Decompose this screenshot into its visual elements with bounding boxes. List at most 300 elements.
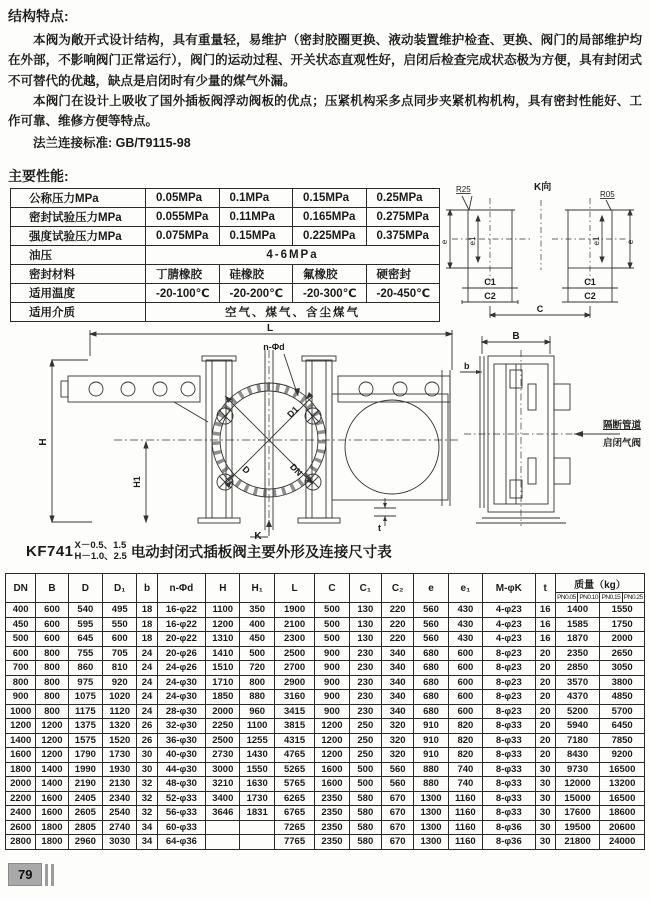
dim-c1-left: C1 bbox=[484, 277, 496, 287]
dim-cell: 600 bbox=[448, 675, 482, 690]
dim-cell: 19500 bbox=[555, 820, 599, 835]
dim-cell: 20 bbox=[535, 646, 555, 661]
dim-cell: 3210 bbox=[206, 777, 240, 792]
dim-cell: 2800 bbox=[6, 835, 36, 850]
dim-cell: 500 bbox=[315, 617, 349, 632]
dim-cell: 2300 bbox=[274, 632, 314, 647]
dim-cell: 900 bbox=[6, 690, 36, 705]
dim-cell: 430 bbox=[448, 632, 482, 647]
dim-row bbox=[6, 733, 645, 748]
dim-cell: 910 bbox=[414, 719, 448, 734]
col-header: e₁ bbox=[448, 574, 482, 603]
dim-cell: 34 bbox=[137, 820, 157, 835]
dim-cell: 2730 bbox=[206, 748, 240, 763]
performance-row-label: 公称压力MPa bbox=[11, 189, 146, 208]
performance-value: 0.165MPa bbox=[293, 208, 367, 227]
dim-cell: 2130 bbox=[103, 777, 137, 792]
dim-cell: 600 bbox=[36, 603, 68, 618]
dim-cell: 1075 bbox=[68, 690, 102, 705]
dim-cell: 1831 bbox=[240, 806, 274, 821]
dim-row bbox=[6, 632, 645, 647]
dim-cell: 2500 bbox=[274, 646, 314, 661]
dim-cell: 30 bbox=[535, 791, 555, 806]
dim-cell: 645 bbox=[68, 632, 102, 647]
dim-cell: 920 bbox=[103, 675, 137, 690]
dim-cell: 2350 bbox=[315, 820, 349, 835]
performance-row bbox=[11, 284, 440, 303]
structure-features-heading: 结构特点: bbox=[8, 8, 69, 24]
dim-cell: 30 bbox=[535, 777, 555, 792]
dim-cell: 2190 bbox=[68, 777, 102, 792]
dim-cell: 4370 bbox=[555, 690, 599, 705]
dim-cell: 580 bbox=[349, 806, 381, 821]
performance-table bbox=[10, 188, 440, 322]
dim-cell: 2500 bbox=[206, 733, 240, 748]
col-header: C bbox=[315, 574, 349, 603]
dim-row bbox=[6, 617, 645, 632]
dim-cell: 26 bbox=[137, 719, 157, 734]
dim-cell: 2350 bbox=[315, 835, 349, 850]
dim-cell: 8-φ23 bbox=[483, 661, 536, 676]
dim-cell: 18 bbox=[137, 617, 157, 632]
dim-cell: 5940 bbox=[555, 719, 599, 734]
dim-row bbox=[6, 835, 645, 850]
dim-cell: 16 bbox=[535, 632, 555, 647]
dim-cell: 220 bbox=[381, 632, 413, 647]
dim-cell: 1300 bbox=[414, 820, 448, 835]
dim-cell: 1800 bbox=[6, 762, 36, 777]
performance-value: 空气、煤气、含尘煤气 bbox=[146, 303, 440, 322]
dim-cell: 800 bbox=[36, 690, 68, 705]
dim-cell: 16500 bbox=[600, 791, 645, 806]
dim-row bbox=[6, 603, 645, 618]
dim-cell: 24 bbox=[137, 675, 157, 690]
dim-cell: 550 bbox=[103, 617, 137, 632]
performance-value: 0.15MPa bbox=[219, 227, 293, 246]
dim-table-body bbox=[6, 603, 645, 850]
performance-row-label: 密封材料 bbox=[11, 265, 146, 284]
dim-cell: 3160 bbox=[274, 690, 314, 705]
model-variant-bottom: H－1.0、2.5 bbox=[74, 550, 127, 562]
dim-cell: 8-φ33 bbox=[483, 791, 536, 806]
dim-cell: 340 bbox=[381, 646, 413, 661]
dim-row bbox=[6, 646, 645, 661]
dim-cell: 2100 bbox=[274, 617, 314, 632]
dim-cell: 720 bbox=[240, 661, 274, 676]
dim-cell: 600 bbox=[36, 632, 68, 647]
performance-value: 0.11MPa bbox=[219, 208, 293, 227]
dim-cell: 1710 bbox=[206, 675, 240, 690]
dim-cell: 1550 bbox=[600, 603, 645, 618]
dim-cell: 2405 bbox=[68, 791, 102, 806]
dim-cell: 880 bbox=[414, 777, 448, 792]
dim-cell: 30 bbox=[137, 748, 157, 763]
dim-cell: 1300 bbox=[414, 791, 448, 806]
dim-cell: 1255 bbox=[240, 733, 274, 748]
dim-cell: 4850 bbox=[600, 690, 645, 705]
dim-cell: 24 bbox=[137, 704, 157, 719]
dim-cell: 5765 bbox=[274, 777, 314, 792]
dim-cell: 8-φ36 bbox=[483, 820, 536, 835]
dim-cell: 32 bbox=[137, 791, 157, 806]
dimension-table bbox=[5, 573, 645, 850]
dim-cell: 220 bbox=[381, 603, 413, 618]
dim-cell: 560 bbox=[381, 777, 413, 792]
dim-cell: 580 bbox=[349, 835, 381, 850]
performance-value: -20-200℃ bbox=[219, 284, 293, 303]
dim-cell: 2000 bbox=[600, 632, 645, 647]
dim-cell: 820 bbox=[448, 748, 482, 763]
col-header: B bbox=[36, 574, 68, 603]
dim-cell: 500 bbox=[349, 777, 381, 792]
dim-cell: 800 bbox=[36, 646, 68, 661]
col-header: t bbox=[535, 574, 555, 603]
dim-cell: 1575 bbox=[68, 733, 102, 748]
dim-cell: 3030 bbox=[103, 835, 137, 850]
dim-cell: 600 bbox=[448, 646, 482, 661]
dim-cell: 8-φ33 bbox=[483, 748, 536, 763]
performance-row-label: 强度试验压力MPa bbox=[11, 227, 146, 246]
dim-cell: 2250 bbox=[206, 719, 240, 734]
dim-cell: 230 bbox=[349, 704, 381, 719]
dim-cell: 230 bbox=[349, 646, 381, 661]
col-header: DN bbox=[6, 574, 36, 603]
structure-features-section bbox=[8, 6, 642, 154]
dim-cell: 7265 bbox=[274, 820, 314, 835]
dim-cell: 4-φ23 bbox=[483, 603, 536, 618]
dim-cell: 13200 bbox=[600, 777, 645, 792]
dim-cell: 560 bbox=[414, 617, 448, 632]
dim-cell: 680 bbox=[414, 646, 448, 661]
dim-cell: 6765 bbox=[274, 806, 314, 821]
flange-standard: 法兰连接标准: GB/T9115-98 bbox=[33, 136, 191, 151]
dim-cell: 1175 bbox=[68, 704, 102, 719]
dim-cell: 20 bbox=[535, 661, 555, 676]
dim-cell: 40-φ30 bbox=[157, 748, 206, 763]
dim-cell: 1600 bbox=[315, 777, 349, 792]
dim-cell: 670 bbox=[381, 806, 413, 821]
dim-cell: 8-φ33 bbox=[483, 733, 536, 748]
dim-cell: 1800 bbox=[36, 835, 68, 850]
dim-cell: 44-φ30 bbox=[157, 762, 206, 777]
performance-row-label: 油压 bbox=[11, 246, 146, 265]
dim-cell: 8-φ23 bbox=[483, 690, 536, 705]
dim-cell: 1550 bbox=[240, 762, 274, 777]
dim-cell: 1600 bbox=[6, 748, 36, 763]
dim-cell: 680 bbox=[414, 690, 448, 705]
dim-cell: 8-φ33 bbox=[483, 806, 536, 821]
dim-cell: 250 bbox=[349, 748, 381, 763]
dim-cell bbox=[206, 835, 240, 850]
dim-H: H bbox=[38, 438, 49, 446]
mass-subheader: PN0.10 bbox=[579, 594, 599, 601]
dim-cell: 500 bbox=[349, 762, 381, 777]
dim-cell: 18600 bbox=[600, 806, 645, 821]
dim-cell: 3050 bbox=[600, 661, 645, 676]
performance-row-label: 密封试验压力MPa bbox=[11, 208, 146, 227]
performance-table-body bbox=[11, 189, 440, 322]
dim-c1-right: C1 bbox=[584, 277, 596, 287]
dim-row bbox=[6, 675, 645, 690]
mass-header: 质量（kg） bbox=[555, 574, 644, 593]
dim-cell: 2805 bbox=[68, 820, 102, 835]
dim-cell: 3570 bbox=[555, 675, 599, 690]
front-view-drawing bbox=[22, 320, 460, 540]
dim-L: L bbox=[266, 323, 274, 334]
dim-cell: 320 bbox=[381, 733, 413, 748]
dim-cell: 24 bbox=[137, 646, 157, 661]
dim-cell: 600 bbox=[448, 704, 482, 719]
col-header: C₁ bbox=[349, 574, 381, 603]
col-header: e bbox=[414, 574, 448, 603]
dim-cell: 30 bbox=[535, 820, 555, 835]
performance-value: 0.1MPa bbox=[219, 189, 293, 208]
dim-cell: 24-φ26 bbox=[157, 661, 206, 676]
dim-table-title-text: 电动封闭式插板阀主要外形及连接尺寸表 bbox=[130, 545, 392, 562]
dim-cell: 2740 bbox=[103, 820, 137, 835]
dim-cell: 1400 bbox=[36, 777, 68, 792]
dim-cell: 975 bbox=[68, 675, 102, 690]
dim-cell: 1200 bbox=[36, 733, 68, 748]
dim-cell: 20 bbox=[535, 719, 555, 734]
dim-cell: 9200 bbox=[600, 748, 645, 763]
dim-cell: 32 bbox=[137, 806, 157, 821]
dim-cell: 24-φ30 bbox=[157, 690, 206, 705]
dim-cell: 680 bbox=[414, 661, 448, 676]
footer-bar bbox=[51, 864, 54, 886]
performance-row bbox=[11, 208, 440, 227]
dim-b: b bbox=[464, 361, 470, 371]
dim-c: C bbox=[536, 304, 544, 314]
dim-cell: 1160 bbox=[448, 820, 482, 835]
dim-cell: 2540 bbox=[103, 806, 137, 821]
dim-row bbox=[6, 762, 645, 777]
dim-cell: 16-φ22 bbox=[157, 603, 206, 618]
dim-cell: 340 bbox=[381, 675, 413, 690]
dim-cell: 7180 bbox=[555, 733, 599, 748]
dim-D1: D1 bbox=[285, 404, 301, 420]
dim-cell: 820 bbox=[448, 733, 482, 748]
dim-c2-right: C2 bbox=[584, 291, 596, 301]
performance-value: 0.25MPa bbox=[366, 189, 440, 208]
dim-row bbox=[6, 719, 645, 734]
dim-cell: 30 bbox=[137, 762, 157, 777]
dim-cell: 600 bbox=[6, 646, 36, 661]
dim-cell: 16500 bbox=[600, 762, 645, 777]
dim-cell: 2700 bbox=[274, 661, 314, 676]
dim-row bbox=[6, 704, 645, 719]
dim-cell: 8-φ33 bbox=[483, 777, 536, 792]
performance-row bbox=[11, 303, 440, 322]
dim-row bbox=[6, 748, 645, 763]
col-header: H₁ bbox=[240, 574, 274, 603]
dim-cell: 8-φ33 bbox=[483, 762, 536, 777]
performance-value: -20-450℃ bbox=[366, 284, 440, 303]
dim-e-left: e bbox=[440, 239, 449, 245]
dim-cell: 670 bbox=[381, 791, 413, 806]
dim-cell: 28-φ30 bbox=[157, 704, 206, 719]
performance-row bbox=[11, 227, 440, 246]
dim-cell: 20-φ26 bbox=[157, 646, 206, 661]
dim-row bbox=[6, 690, 645, 705]
dim-cell: 1430 bbox=[240, 748, 274, 763]
dim-cell: 900 bbox=[315, 675, 349, 690]
dim-cell bbox=[206, 820, 240, 835]
dim-row bbox=[6, 791, 645, 806]
dim-cell: 800 bbox=[36, 704, 68, 719]
dim-cell: 1520 bbox=[103, 733, 137, 748]
dim-cell: 900 bbox=[315, 646, 349, 661]
dim-cell: 20 bbox=[535, 733, 555, 748]
dim-cell: 810 bbox=[103, 661, 137, 676]
dim-cell: 2200 bbox=[6, 791, 36, 806]
dim-cell: 2000 bbox=[6, 777, 36, 792]
dim-cell: 15000 bbox=[555, 791, 599, 806]
performance-row-label: 适用介质 bbox=[11, 303, 146, 322]
dim-cell: 3815 bbox=[274, 719, 314, 734]
dim-cell: 16 bbox=[535, 603, 555, 618]
dim-cell: 2340 bbox=[103, 791, 137, 806]
dim-cell: 900 bbox=[315, 661, 349, 676]
dim-c2-left: C2 bbox=[484, 291, 496, 301]
dim-cell: 7850 bbox=[600, 733, 645, 748]
dim-cell: 560 bbox=[414, 632, 448, 647]
dim-cell: 1200 bbox=[315, 748, 349, 763]
dim-cell: 540 bbox=[68, 603, 102, 618]
dim-row bbox=[6, 820, 645, 835]
dim-row bbox=[6, 806, 645, 821]
dim-cell: 1585 bbox=[555, 617, 599, 632]
dim-cell: 560 bbox=[381, 762, 413, 777]
dim-cell: 670 bbox=[381, 835, 413, 850]
dim-cell: 18 bbox=[137, 603, 157, 618]
dim-cell: 1300 bbox=[414, 835, 448, 850]
performance-value: 4-6MPa bbox=[146, 246, 440, 265]
performance-value: 0.375MPa bbox=[366, 227, 440, 246]
dim-cell: 1200 bbox=[36, 748, 68, 763]
dim-cell: 880 bbox=[240, 690, 274, 705]
dim-cell: 705 bbox=[103, 646, 137, 661]
dim-cell: 340 bbox=[381, 661, 413, 676]
dim-cell: 8-φ33 bbox=[483, 719, 536, 734]
model-variant-top: X－0.5、1.5 bbox=[74, 540, 127, 551]
dim-cell: 2400 bbox=[6, 806, 36, 821]
col-header: n-Φd bbox=[157, 574, 206, 603]
dim-cell: 800 bbox=[36, 675, 68, 690]
k-view-drawing bbox=[438, 170, 650, 322]
dim-cell: 26 bbox=[137, 733, 157, 748]
dim-cell: 960 bbox=[240, 704, 274, 719]
dim-cell: 1600 bbox=[36, 791, 68, 806]
dim-cell: 36-φ30 bbox=[157, 733, 206, 748]
dim-cell: 24000 bbox=[600, 835, 645, 850]
dim-cell: 20 bbox=[535, 748, 555, 763]
dim-cell: 1750 bbox=[600, 617, 645, 632]
dim-cell: 1790 bbox=[68, 748, 102, 763]
dim-cell: 910 bbox=[414, 733, 448, 748]
dim-row bbox=[6, 777, 645, 792]
dim-cell: 2650 bbox=[600, 646, 645, 661]
dim-cell: 500 bbox=[315, 632, 349, 647]
dim-cell: 130 bbox=[349, 603, 381, 618]
dim-cell: 24 bbox=[137, 661, 157, 676]
dim-cell: 1200 bbox=[315, 719, 349, 734]
dim-cell: 8-φ23 bbox=[483, 704, 536, 719]
dim-cell: 350 bbox=[240, 603, 274, 618]
dim-cell: 1160 bbox=[448, 791, 482, 806]
dim-cell: 320 bbox=[381, 748, 413, 763]
dim-cell: 1800 bbox=[36, 820, 68, 835]
dim-B: B bbox=[512, 331, 520, 342]
dim-cell: 500 bbox=[240, 646, 274, 661]
dim-cell: 34 bbox=[137, 835, 157, 850]
dim-cell: 3646 bbox=[206, 806, 240, 821]
dim-cell bbox=[240, 835, 274, 850]
performance-row bbox=[11, 265, 440, 284]
dim-cell: 2350 bbox=[555, 646, 599, 661]
performance-value: 0.275MPa bbox=[366, 208, 440, 227]
dim-cell: 230 bbox=[349, 690, 381, 705]
dim-cell: 600 bbox=[103, 632, 137, 647]
dim-cell: 2350 bbox=[315, 806, 349, 821]
note-line-1: 隔断管道 bbox=[603, 420, 642, 431]
dim-cell: 320 bbox=[381, 719, 413, 734]
dim-D: D bbox=[240, 464, 252, 476]
performance-row bbox=[11, 246, 440, 265]
dim-cell: 1320 bbox=[103, 719, 137, 734]
dim-cell: 7765 bbox=[274, 835, 314, 850]
performance-value: 丁腈橡胶 bbox=[146, 265, 220, 284]
dim-cell: 1870 bbox=[555, 632, 599, 647]
dim-cell: 8-φ36 bbox=[483, 835, 536, 850]
page-number: 79 bbox=[8, 863, 42, 886]
dim-cell: 21800 bbox=[555, 835, 599, 850]
dim-cell: 30 bbox=[535, 806, 555, 821]
dim-cell: 560 bbox=[414, 603, 448, 618]
dim-cell: 1730 bbox=[240, 791, 274, 806]
dim-cell: 430 bbox=[448, 603, 482, 618]
dim-cell: 1300 bbox=[414, 806, 448, 821]
dim-cell: 1100 bbox=[240, 719, 274, 734]
dim-cell: 30 bbox=[535, 762, 555, 777]
dim-cell: 680 bbox=[414, 704, 448, 719]
performance-value: 0.075MPa bbox=[146, 227, 220, 246]
dim-cell: 2900 bbox=[274, 675, 314, 690]
dim-cell: 580 bbox=[349, 820, 381, 835]
dim-cell: 220 bbox=[381, 617, 413, 632]
dim-cell: 20 bbox=[535, 690, 555, 705]
dim-cell: 1200 bbox=[315, 733, 349, 748]
dim-cell: 900 bbox=[315, 690, 349, 705]
dim-cell: 670 bbox=[381, 820, 413, 835]
dim-cell: 16-φ22 bbox=[157, 617, 206, 632]
dim-cell: 20600 bbox=[600, 820, 645, 835]
dim-cell: 600 bbox=[36, 617, 68, 632]
radius-label-left: R25 bbox=[456, 185, 471, 194]
dim-cell: 1990 bbox=[68, 762, 102, 777]
dim-cell: 20 bbox=[535, 675, 555, 690]
features-paragraph-2: 本阀门在设计上吸收了国外插板阀浮动阀板的优点；压紧机构采多点同步夹紧机构机构，具有密封性能好、工作可靠、维修方便等特点。 bbox=[8, 93, 642, 128]
dim-cell: 800 bbox=[36, 661, 68, 676]
dim-cell: 1930 bbox=[103, 762, 137, 777]
performance-row-label: 适用温度 bbox=[11, 284, 146, 303]
dim-cell: 30 bbox=[535, 835, 555, 850]
dim-cell: 880 bbox=[414, 762, 448, 777]
dim-cell: 1730 bbox=[103, 748, 137, 763]
col-header: D₁ bbox=[103, 574, 137, 603]
dim-cell: 600 bbox=[448, 690, 482, 705]
dim-cell: 1200 bbox=[206, 617, 240, 632]
